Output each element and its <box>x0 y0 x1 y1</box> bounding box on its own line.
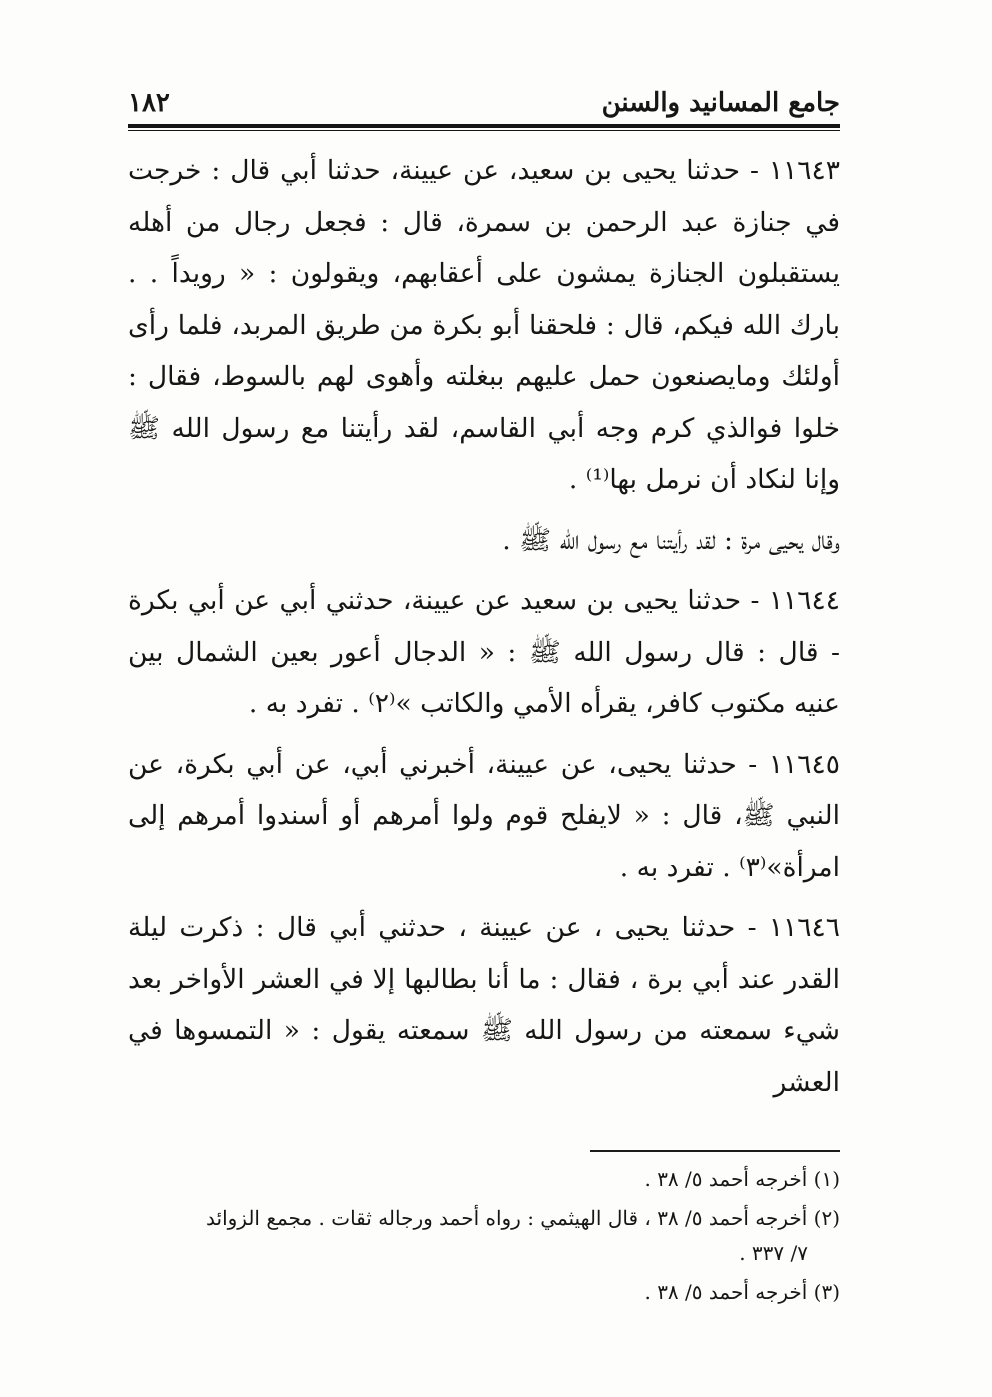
footnote <box>128 1275 840 1310</box>
footnote <box>128 1201 840 1271</box>
hadith-paragraph: ١١٦٤٥ - حدثنا يحيى، عن عيينة، أخبرني أبي، عن أبي بكرة، عن النبي ﷺ، قال : « لايفلح قوم ولوا أمرهم أو أسندوا أمرهم إلى امرأة»⁽٣⁾ . تفرد به . <box>128 748 840 883</box>
header-rule-thin <box>128 130 840 131</box>
footnote-separator <box>590 1150 840 1152</box>
page-number: ١٨٢ <box>128 88 170 118</box>
hadith-note-line: وقال يحيى مرة : لقد رأيتنا مع رسول الله ﷺ . <box>502 524 840 556</box>
footnote-continuation: ٧/ ٣٣٧ . <box>739 1241 808 1265</box>
hadith-paragraph: ١١٦٤٣ - حدثنا يحيى بن سعيد، عن عيينة، حدثنا أبي قال : خرجت في جنازة عبد الرحمن بن سمرة، قال : فجعل رجال من أهله يستقبلون الجنازة يمشون على أعقابهم، ويقولون : « رويداً . . بارك الله فيكم، قال : فلحقنا أبو بكرة من طريق المربد، فلما رأى أولئك ومايصنعون حمل عليهم ببغلته وأهوى لهم بالسوط، فقال : خلوا فوالذي كرم وجه أبي القاسم، لقد رأيتنا مع رسول الله ﷺ وإنا لنكاد أن نرمل بها⁽¹⁾ . <box>128 155 840 495</box>
footnote-text: (١) أخرجه أحمد ٥/ ٣٨ . <box>644 1167 840 1191</box>
main-text <box>128 145 840 1108</box>
footnote-text: (٢) أخرجه أحمد ٥/ ٣٨ ، قال الهيثمي : رواه أحمد ورجاله ثقات . مجمع الزوائد <box>206 1206 840 1230</box>
hadith-paragraph: ١١٦٤٦ - حدثنا يحيى ، عن عيينة ، حدثني أبي قال : ذكرت ليلة القدر عند أبي برة ، فقال : ما أنا بطالبها إلا في العشر الأواخر بعد شيء سمعته من رسول الله ﷺ سمعته يقول : « التمسوها في العشر <box>128 912 840 1098</box>
running-header <box>128 70 840 122</box>
hadith-paragraph: ١١٦٤٤ - حدثنا يحيى بن سعيد عن عيينة، حدثني أبي عن أبي بكرة - قال : قال رسول الله ﷺ : « الدجال أعور بعين الشمال بين عنيه مكتوب كافر، يقرأه الأمي والكاتب »⁽٢⁾ . تفرد به . <box>128 585 840 719</box>
header-rule-thick <box>128 124 840 128</box>
running-title: جامع المسانيد والسنن <box>601 88 840 118</box>
footnote <box>128 1162 840 1197</box>
footnote-text: (٣) أخرجه أحمد ٥/ ٣٨ . <box>644 1280 840 1304</box>
book-page <box>128 70 840 1360</box>
footnotes <box>128 1162 840 1310</box>
